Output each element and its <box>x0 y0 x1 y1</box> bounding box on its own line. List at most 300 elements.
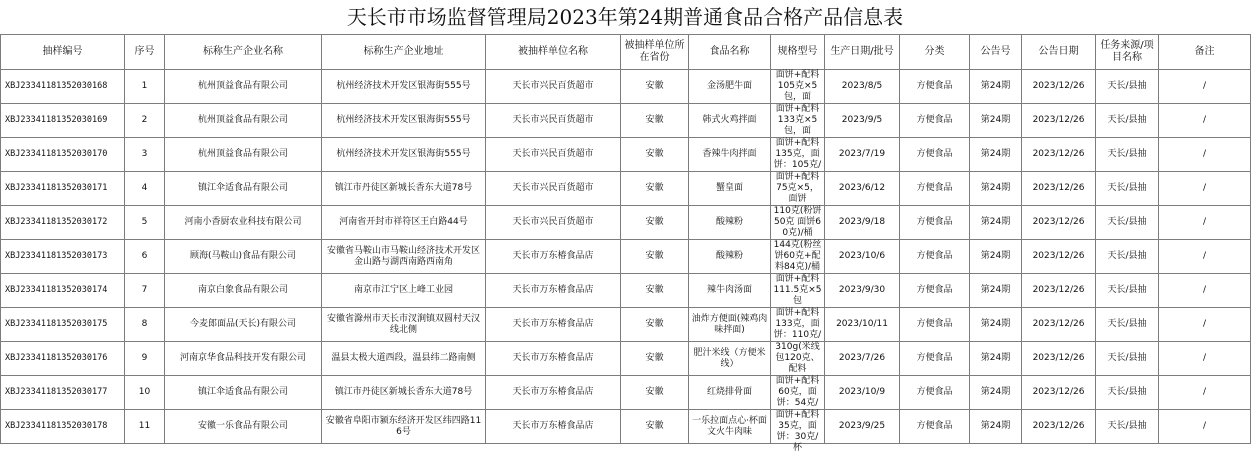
cell-text: 2023/12/26 <box>1032 81 1085 91</box>
table-cell <box>771 410 825 453</box>
cell-text: 天长市万东椿食品店 <box>512 353 594 363</box>
cell-text: 杭州经济技术开发区银海街555号 <box>336 149 471 159</box>
cell-text: 安徽 <box>645 149 664 159</box>
cell-text: 天长/县抽 <box>1107 353 1147 363</box>
table-cell <box>1096 70 1159 104</box>
table-cell <box>486 410 621 444</box>
column-header: 规格型号 <box>771 35 825 70</box>
cell-text: XBJ23341181352030175 <box>5 319 108 329</box>
cell-text: 韩式火鸡拌面 <box>702 115 757 125</box>
cell-text: 方便食品 <box>916 81 953 91</box>
table-cell <box>322 104 486 138</box>
table-cell <box>689 138 771 172</box>
cell-text: 第24期 <box>980 421 1011 431</box>
table-cell <box>1 206 125 240</box>
table-cell <box>970 410 1022 444</box>
table-cell <box>621 240 689 274</box>
table-cell <box>486 376 621 410</box>
cell-text: 方便食品 <box>916 353 953 363</box>
table-cell <box>322 206 486 240</box>
table-cell <box>1159 240 1251 274</box>
table-cell <box>486 274 621 308</box>
cell-text: 天长市兴民百货超市 <box>512 183 594 193</box>
table-cell <box>689 240 771 274</box>
table-cell <box>1096 240 1159 274</box>
cell-text: 第24期 <box>980 251 1011 261</box>
table-cell <box>970 70 1022 104</box>
table-cell <box>621 308 689 342</box>
cell-text: 天长市兴民百货超市 <box>512 217 594 227</box>
cell-text: XBJ23341181352030178 <box>5 421 108 431</box>
table-cell <box>771 342 825 376</box>
table-cell <box>689 104 771 138</box>
table-cell <box>322 172 486 206</box>
table-cell <box>621 342 689 376</box>
table-cell <box>125 172 165 206</box>
cell-text: 9 <box>141 353 148 363</box>
cell-text: 香辣牛肉拌面 <box>702 149 757 159</box>
product-table <box>0 34 1251 453</box>
cell-text: 顾海(马鞍山)食品有限公司 <box>189 251 297 261</box>
cell-text: / <box>1202 81 1207 91</box>
table-cell <box>970 376 1022 410</box>
table-cell <box>771 206 825 240</box>
cell-text: 镇江伞适食品有限公司 <box>197 183 288 193</box>
cell-text: 今麦郎面品(天长)有限公司 <box>189 319 297 329</box>
table-cell <box>900 104 970 138</box>
cell-text: 2023/9/5 <box>841 115 883 125</box>
cell-text: 方便食品 <box>916 285 953 295</box>
cell-text: 面饼+配料35克，面饼：30克/杯 <box>775 410 820 453</box>
cell-text: 温县太极大道西段，温县纬二路南侧 <box>331 353 476 363</box>
cell-text: 方便食品 <box>916 149 953 159</box>
table-row <box>1 104 1251 138</box>
table-cell <box>165 410 322 444</box>
cell-text: XBJ23341181352030176 <box>5 353 108 363</box>
cell-text: 面饼+配料135克，面饼：105克/ <box>773 138 822 170</box>
table-cell <box>621 206 689 240</box>
table-cell <box>1096 274 1159 308</box>
cell-text: 天长市万东椿食品店 <box>512 319 594 329</box>
cell-text: 4 <box>141 183 148 193</box>
table-cell <box>1 274 125 308</box>
column-header: 被抽样单位所在省份 <box>621 35 689 70</box>
table-cell <box>825 308 900 342</box>
cell-text: 杭州经济技术开发区银海街555号 <box>336 115 471 125</box>
cell-text: 蟹皇面 <box>715 183 743 193</box>
cell-text: 第24期 <box>980 353 1011 363</box>
cell-text: 8 <box>141 319 148 329</box>
cell-text: 安徽 <box>645 183 664 193</box>
table-cell <box>771 70 825 104</box>
table-cell <box>689 172 771 206</box>
table-cell <box>970 138 1022 172</box>
table-cell <box>1159 172 1251 206</box>
cell-text: 河南小香厨农业科技有限公司 <box>184 217 302 227</box>
cell-text: 2023/6/12 <box>838 183 886 193</box>
cell-text: 安徽 <box>645 81 664 91</box>
cell-text: 110克(粉饼50克 面饼60克)/桶 <box>773 206 822 238</box>
cell-text: 2023/12/26 <box>1032 353 1085 363</box>
table-cell <box>970 308 1022 342</box>
cell-text: / <box>1202 251 1207 261</box>
column-header: 标称生产企业名称 <box>165 35 322 70</box>
table-cell <box>621 104 689 138</box>
table-cell <box>771 308 825 342</box>
table-cell <box>900 240 970 274</box>
column-header: 食品名称 <box>689 35 771 70</box>
table-cell <box>322 138 486 172</box>
cell-text: 2023/12/26 <box>1032 183 1085 193</box>
cell-text: 河南省开封市祥符区王白路44号 <box>339 217 468 227</box>
cell-text: 第24期 <box>980 319 1011 329</box>
table-cell <box>1159 274 1251 308</box>
cell-text: 安徽 <box>645 421 664 431</box>
cell-text: 2 <box>141 115 148 125</box>
cell-text: 面饼+配料111.5克×5包 <box>773 274 822 306</box>
table-cell <box>1 104 125 138</box>
table-cell <box>322 274 486 308</box>
cell-text: 天长市万东椿食品店 <box>512 251 594 261</box>
table-cell <box>1 308 125 342</box>
table-cell <box>900 376 970 410</box>
table-cell <box>486 70 621 104</box>
table-cell <box>689 274 771 308</box>
table-cell <box>825 342 900 376</box>
table-row <box>1 308 1251 342</box>
cell-text: 310g(米线包120克、配料 <box>775 342 820 374</box>
cell-text: 第24期 <box>980 115 1011 125</box>
cell-text: 2023/12/26 <box>1032 251 1085 261</box>
cell-text: XBJ23341181352030168 <box>5 81 108 91</box>
table-cell <box>1022 206 1096 240</box>
cell-text: 天长/县抽 <box>1107 149 1147 159</box>
table-cell <box>771 172 825 206</box>
cell-text: 河南京华食品科技开发有限公司 <box>179 353 306 363</box>
cell-text: 方便食品 <box>916 421 953 431</box>
cell-text: 酸辣粉 <box>715 251 743 261</box>
cell-text: 面饼+配料133克，面饼：110克/ <box>773 308 822 340</box>
table-cell <box>1096 172 1159 206</box>
table-cell <box>900 206 970 240</box>
table-cell <box>825 376 900 410</box>
table-cell <box>1 138 125 172</box>
cell-text: 天长市万东椿食品店 <box>512 421 594 431</box>
table-cell <box>689 376 771 410</box>
cell-text: 面饼+配料105克×5包，面 <box>775 70 820 102</box>
table-cell <box>825 104 900 138</box>
table-cell <box>970 342 1022 376</box>
table-cell <box>1022 410 1096 444</box>
cell-text: 2023/12/26 <box>1032 115 1085 125</box>
table-cell <box>165 240 322 274</box>
table-cell <box>322 410 486 444</box>
table-cell <box>1 172 125 206</box>
table-cell <box>771 104 825 138</box>
column-header: 备注 <box>1159 35 1251 70</box>
table-cell <box>165 274 322 308</box>
table-cell <box>621 274 689 308</box>
table-cell <box>1 342 125 376</box>
cell-text: 安徽 <box>645 115 664 125</box>
table-cell <box>1159 410 1251 444</box>
cell-text: 面饼+配料60克，面饼：54克/ <box>775 376 820 408</box>
cell-text: 辣牛肉汤面 <box>706 285 752 295</box>
table-row <box>1 410 1251 444</box>
cell-text: 天长市兴民百货超市 <box>512 149 594 159</box>
table-cell <box>486 138 621 172</box>
table-cell <box>825 410 900 444</box>
table-cell <box>970 240 1022 274</box>
table-cell <box>1 376 125 410</box>
table-cell <box>1159 342 1251 376</box>
table-cell <box>486 308 621 342</box>
table-cell <box>689 342 771 376</box>
column-header: 任务来源/项目名称 <box>1096 35 1159 70</box>
cell-text: 第24期 <box>980 285 1011 295</box>
table-cell <box>125 274 165 308</box>
cell-text: 南京白象食品有限公司 <box>197 285 288 295</box>
table-cell <box>1 410 125 444</box>
cell-text: 2023/10/9 <box>838 387 886 397</box>
table-cell <box>825 70 900 104</box>
cell-text: 天长/县抽 <box>1107 183 1147 193</box>
cell-text: 2023/9/30 <box>838 285 886 295</box>
cell-text: 2023/7/26 <box>838 353 886 363</box>
cell-text: 杭州顶益食品有限公司 <box>197 115 288 125</box>
cell-text: 方便食品 <box>916 251 953 261</box>
table-cell <box>1159 308 1251 342</box>
table-cell <box>970 104 1022 138</box>
cell-text: 一乐拉面点心·杯面文火牛肉味 <box>692 415 767 437</box>
table-cell <box>900 138 970 172</box>
cell-text: 2023/9/18 <box>838 217 886 227</box>
table-cell <box>621 70 689 104</box>
cell-text: 安徽 <box>645 319 664 329</box>
cell-text: 杭州顶益食品有限公司 <box>197 81 288 91</box>
cell-text: 方便食品 <box>916 115 953 125</box>
cell-text: 天长/县抽 <box>1107 115 1147 125</box>
table-body <box>1 70 1251 453</box>
cell-text: 金汤肥牛面 <box>706 81 752 91</box>
table-cell <box>825 274 900 308</box>
header-row <box>1 35 1251 70</box>
cell-text: 第24期 <box>980 149 1011 159</box>
cell-text: / <box>1202 387 1207 397</box>
table-cell <box>1096 104 1159 138</box>
table-cell <box>1159 70 1251 104</box>
table-cell <box>900 308 970 342</box>
table-cell <box>970 172 1022 206</box>
cell-text: 2023/7/19 <box>838 149 886 159</box>
table-row <box>1 172 1251 206</box>
table-cell <box>165 308 322 342</box>
table-cell <box>165 376 322 410</box>
table-cell <box>1096 342 1159 376</box>
cell-text: 安徽 <box>645 285 664 295</box>
cell-text: 安徽一乐食品有限公司 <box>197 421 288 431</box>
cell-text: 2023/10/11 <box>836 319 888 329</box>
table-cell <box>1096 410 1159 444</box>
table-row <box>1 138 1251 172</box>
cell-text: 安徽 <box>645 251 664 261</box>
table-cell <box>621 138 689 172</box>
cell-text: 天长/县抽 <box>1107 319 1147 329</box>
cell-text: 安徽省阜阳市颍东经济开发区纬四路116号 <box>325 415 482 437</box>
cell-text: 安徽省马鞍山市马鞍山经济技术开发区金山路与湖西南路西南角 <box>326 245 480 267</box>
table-cell <box>322 342 486 376</box>
table-cell <box>1096 206 1159 240</box>
cell-text: 方便食品 <box>916 387 953 397</box>
table-cell <box>165 342 322 376</box>
column-header: 公告日期 <box>1022 35 1096 70</box>
table-cell <box>1159 104 1251 138</box>
cell-text: 红烧排骨面 <box>706 387 752 397</box>
table-cell <box>125 410 165 444</box>
table-cell <box>165 70 322 104</box>
column-header: 生产日期/批号 <box>825 35 900 70</box>
table-cell <box>689 206 771 240</box>
cell-text: / <box>1202 149 1207 159</box>
table-cell <box>486 240 621 274</box>
cell-text: 2023/9/25 <box>838 421 886 431</box>
cell-text: 10 <box>138 387 151 397</box>
cell-text: 天长市万东椿食品店 <box>512 285 594 295</box>
cell-text: 安徽 <box>645 353 664 363</box>
cell-text: 方便食品 <box>916 217 953 227</box>
table-cell <box>486 206 621 240</box>
table-cell <box>125 104 165 138</box>
table-cell <box>621 172 689 206</box>
cell-text: 第24期 <box>980 183 1011 193</box>
table-row <box>1 240 1251 274</box>
cell-text: 杭州顶益食品有限公司 <box>197 149 288 159</box>
table-row <box>1 342 1251 376</box>
sheet-title: 天长市市场监督管理局2023年第24期普通食品合格产品信息表 <box>346 5 904 29</box>
cell-text: 安徽 <box>645 387 664 397</box>
cell-text: / <box>1202 319 1207 329</box>
table-cell <box>621 376 689 410</box>
table-cell <box>125 206 165 240</box>
cell-text: 面饼+配料75克×5，面饼 <box>775 172 820 204</box>
cell-text: 2023/12/26 <box>1032 387 1085 397</box>
table-cell <box>900 70 970 104</box>
table-cell <box>322 240 486 274</box>
cell-text: 镇江市丹徒区新城长香东大道78号 <box>334 387 473 397</box>
cell-text: 方便食品 <box>916 319 953 329</box>
table-row <box>1 274 1251 308</box>
table-cell <box>771 274 825 308</box>
table-cell <box>322 376 486 410</box>
table-cell <box>1096 376 1159 410</box>
table-cell <box>1022 172 1096 206</box>
cell-text: / <box>1202 353 1207 363</box>
cell-text: 天长/县抽 <box>1107 251 1147 261</box>
cell-text: / <box>1202 183 1207 193</box>
table-cell <box>125 240 165 274</box>
table-cell <box>1159 206 1251 240</box>
table-cell <box>825 240 900 274</box>
table-cell <box>165 138 322 172</box>
cell-text: 2023/12/26 <box>1032 285 1085 295</box>
cell-text: 天长/县抽 <box>1107 81 1147 91</box>
column-header: 抽样编号 <box>1 35 125 70</box>
cell-text: 1 <box>141 81 148 91</box>
table-cell <box>771 138 825 172</box>
table-cell <box>1159 376 1251 410</box>
cell-text: 酸辣粉 <box>715 217 743 227</box>
cell-text: / <box>1202 217 1207 227</box>
cell-text: 镇江伞适食品有限公司 <box>197 387 288 397</box>
cell-text: 天长/县抽 <box>1107 217 1147 227</box>
cell-text: 天长/县抽 <box>1107 421 1147 431</box>
table-cell <box>1022 70 1096 104</box>
table-cell <box>1022 138 1096 172</box>
table-cell <box>1096 308 1159 342</box>
table-cell <box>825 206 900 240</box>
cell-text: 安徽 <box>645 217 664 227</box>
table-cell <box>689 410 771 444</box>
cell-text: 面饼+配料133克×5包，面 <box>775 104 820 136</box>
cell-text: 2023/12/26 <box>1032 217 1085 227</box>
cell-text: 杭州经济技术开发区银海街555号 <box>336 81 471 91</box>
table-cell <box>1022 342 1096 376</box>
cell-text: 2023/8/5 <box>841 81 883 91</box>
cell-text: / <box>1202 285 1207 295</box>
table-cell <box>1 240 125 274</box>
table-cell <box>1022 104 1096 138</box>
table-row <box>1 206 1251 240</box>
cell-text: 第24期 <box>980 217 1011 227</box>
cell-text: 2023/10/6 <box>838 251 886 261</box>
cell-text: 144克(粉丝饼60克+配料84克)/桶 <box>773 240 822 272</box>
table-cell <box>771 240 825 274</box>
cell-text: 南京市江宁区上峰工业园 <box>353 285 453 295</box>
table-cell <box>1022 376 1096 410</box>
cell-text: 2023/12/26 <box>1032 319 1085 329</box>
cell-text: 11 <box>138 421 151 431</box>
table-cell <box>1 70 125 104</box>
cell-text: XBJ23341181352030169 <box>5 115 108 125</box>
cell-text: 方便食品 <box>916 183 953 193</box>
table-cell <box>125 308 165 342</box>
table-cell <box>165 206 322 240</box>
cell-text: 3 <box>141 149 148 159</box>
table-cell <box>1022 274 1096 308</box>
cell-text: XBJ23341181352030172 <box>5 217 108 227</box>
cell-text: 天长市兴民百货超市 <box>512 81 594 91</box>
table-cell <box>1159 138 1251 172</box>
cell-text: / <box>1202 115 1207 125</box>
table-cell <box>771 376 825 410</box>
cell-text: 2023/12/26 <box>1032 421 1085 431</box>
table-cell <box>125 376 165 410</box>
table-row <box>1 376 1251 410</box>
table-cell <box>970 274 1022 308</box>
table-cell <box>621 410 689 444</box>
cell-text: 天长/县抽 <box>1107 387 1147 397</box>
table-cell <box>689 308 771 342</box>
cell-text: 肥汁米线（方便米线） <box>693 347 766 369</box>
cell-text: 2023/12/26 <box>1032 149 1085 159</box>
cell-text: 5 <box>141 217 148 227</box>
table-cell <box>1096 138 1159 172</box>
table-cell <box>322 308 486 342</box>
column-header: 被抽样单位名称 <box>486 35 621 70</box>
table-row <box>1 70 1251 104</box>
table-cell <box>825 138 900 172</box>
table-cell <box>125 342 165 376</box>
